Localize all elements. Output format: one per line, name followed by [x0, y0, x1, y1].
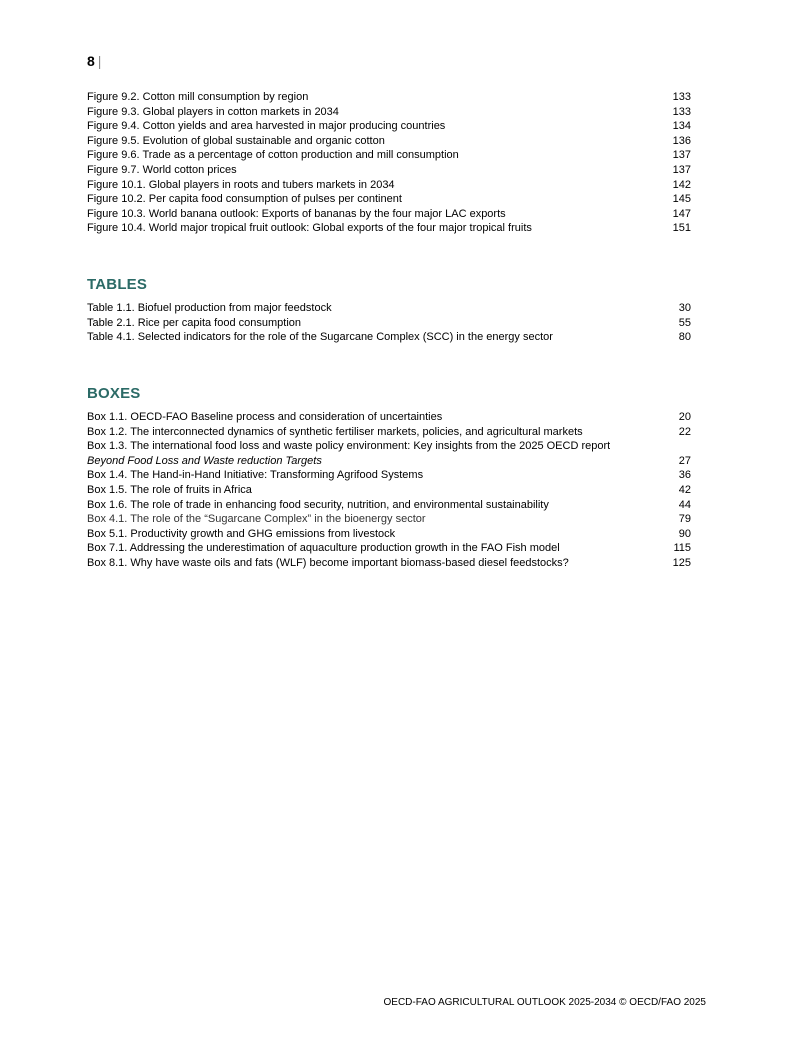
list-item[interactable] [87, 410, 691, 425]
entry-title: Beyond Food Loss and Waste reduction Targets [87, 454, 322, 467]
entry-title: Figure 10.4. World major tropical fruit outlook: Global exports of the four major tropical fruits [87, 222, 532, 235]
entry-page-number: 125 [672, 556, 691, 569]
list-item[interactable] [87, 301, 691, 316]
entry-title: Table 2.1. Rice per capita food consumption [87, 316, 302, 329]
list-item[interactable] [87, 105, 691, 120]
list-item[interactable] [87, 498, 691, 513]
entry-title: Figure 9.2. Cotton mill consumption by region [87, 91, 309, 103]
entry-page-number: 142 [672, 178, 691, 191]
list-item[interactable] [87, 178, 691, 193]
entry-page-number: 42 [678, 483, 691, 496]
figures-list [87, 90, 691, 236]
list-item[interactable] [87, 221, 691, 236]
list-item[interactable] [87, 330, 691, 345]
list-item-continuation[interactable] [87, 454, 691, 469]
entry-title: Figure 9.7. World cotton prices [87, 163, 237, 176]
list-item[interactable] [87, 148, 691, 163]
list-item[interactable] [87, 119, 691, 134]
list-item[interactable] [87, 556, 691, 571]
entry-page-number: 134 [672, 120, 691, 133]
entry-title: Table 4.1. Selected indicators for the role of the Sugarcane Complex (SCC) in the energy sector [87, 331, 553, 344]
entry-title: Box 4.1. The role of the “Sugarcane Complex” in the bioenergy sector [87, 513, 426, 526]
entry-page-number: 20 [678, 411, 691, 423]
list-item[interactable] [87, 468, 691, 483]
list-item[interactable] [87, 316, 691, 331]
entry-title: Box 1.1. OECD-FAO Baseline process and consideration of uncertainties [87, 411, 443, 423]
entry-page-number: 145 [672, 193, 691, 206]
entry-title: Figure 10.3. World banana outlook: Exports of bananas by the four major LAC exports [87, 207, 506, 220]
list-item[interactable] [87, 134, 691, 149]
page-footer: OECD-FAO AGRICULTURAL OUTLOOK 2025-2034 © OECD/FAO 2025 [383, 997, 706, 1008]
entry-title: Box 1.5. The role of fruits in Africa [87, 483, 252, 496]
entry-page-number: 147 [672, 207, 691, 220]
entry-page-number: 137 [672, 163, 691, 176]
page-number-value: 8 [87, 53, 95, 69]
list-item[interactable] [87, 425, 691, 440]
entry-title: Figure 9.4. Cotton yields and area harvested in major producing countries [87, 120, 446, 133]
entry-page-number: 22 [678, 425, 691, 438]
list-item[interactable] [87, 207, 691, 222]
entry-title: Box 1.4. The Hand-in-Hand Initiative: Transforming Agrifood Systems [87, 469, 424, 482]
entry-title: Figure 9.6. Trade as a percentage of cotton production and mill consumption [87, 149, 459, 162]
entry-page-number: 137 [672, 149, 691, 162]
entry-page-number: 27 [678, 454, 691, 467]
entry-title: Table 1.1. Biofuel production from major feedstock [87, 302, 332, 314]
entry-page-number: 133 [672, 105, 691, 118]
entry-page-number: 90 [678, 527, 691, 540]
tables-list [87, 301, 691, 345]
section-heading-boxes: BOXES [87, 385, 141, 402]
list-item[interactable] [87, 527, 691, 542]
entry-page-number: 44 [678, 498, 691, 511]
entry-page-number: 30 [678, 302, 691, 314]
page-number-separator: | [97, 53, 102, 69]
entry-title: Box 7.1. Addressing the underestimation of aquaculture production growth in the FAO Fish model [87, 542, 560, 555]
boxes-list [87, 410, 691, 571]
entry-title: Figure 9.3. Global players in cotton markets in 2034 [87, 105, 339, 118]
entry-page-number: 115 [673, 542, 691, 555]
entry-page-number: 55 [678, 316, 691, 329]
entry-page-number: 136 [672, 134, 691, 147]
entry-page-number: 133 [672, 91, 691, 103]
entry-title: Box 1.3. The international food loss and waste policy environment: Key insights from the 2025 OECD report [87, 440, 611, 453]
list-item[interactable] [87, 90, 691, 105]
entry-page-number: 79 [678, 513, 691, 526]
entry-title: Box 8.1. Why have waste oils and fats (WLF) become important biomass-based diesel feedstocks? [87, 556, 569, 569]
entry-title: Box 1.6. The role of trade in enhancing food security, nutrition, and environmental sustainability [87, 498, 549, 511]
list-item[interactable] [87, 541, 691, 556]
list-item[interactable] [87, 192, 691, 207]
entry-page-number: 151 [672, 222, 691, 235]
page-number [87, 52, 101, 70]
list-item[interactable] [87, 512, 691, 527]
list-item[interactable] [87, 163, 691, 178]
list-item[interactable] [87, 439, 691, 454]
entry-title: Figure 9.5. Evolution of global sustainable and organic cotton [87, 134, 385, 147]
entry-title: Box 1.2. The interconnected dynamics of synthetic fertiliser markets, policies, and agricultural markets [87, 425, 583, 438]
entry-title: Box 5.1. Productivity growth and GHG emissions from livestock [87, 527, 396, 540]
entry-page-number: 36 [678, 469, 691, 482]
entry-title: Figure 10.2. Per capita food consumption of pulses per continent [87, 193, 402, 206]
entry-page-number: 80 [678, 331, 691, 344]
section-heading-tables: TABLES [87, 276, 148, 293]
entry-title: Figure 10.1. Global players in roots and tubers markets in 2034 [87, 178, 395, 191]
list-item[interactable] [87, 483, 691, 498]
